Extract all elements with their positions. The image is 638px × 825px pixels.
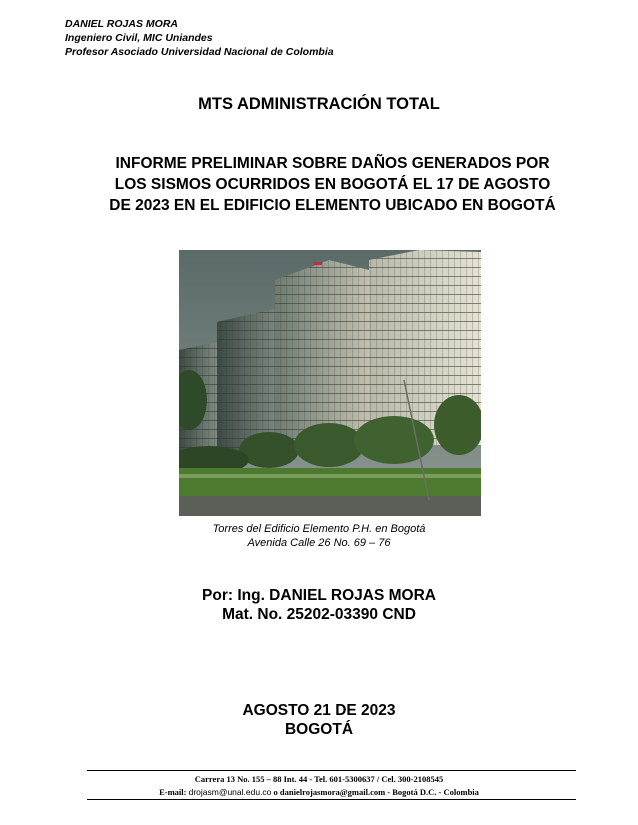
footer-top-divider [87, 770, 576, 771]
author-block [0, 586, 638, 624]
report-title-line-2: LOS SISMOS OCURRIDOS EN BOGOTÁ EL 17 DE AGOSTO [114, 176, 551, 193]
photo-caption [0, 522, 638, 550]
footer-bottom-divider [87, 799, 576, 800]
footer-email-1[interactable]: drojasm@unal.edu.co [188, 787, 272, 797]
author-by: Por: Ing. DANIEL ROJAS MORA [202, 587, 436, 604]
footer-email-2[interactable]: danielrojasmora@gmail.com [279, 787, 386, 797]
report-title [80, 153, 585, 216]
report-title-line-3: DE 2023 EN EL EDIFICIO ELEMENTO UBICADO EN BOGOTÁ [109, 197, 556, 214]
report-title-line-1: INFORME PRELIMINAR SOBRE DAÑOS GENERADOS POR [115, 155, 550, 172]
report-city: BOGOTÁ [284, 721, 354, 738]
footer-location: - Bogotá D.C. - Colombia [387, 787, 479, 797]
caption-line-1: Torres del Edificio Elemento P.H. en Bogotá [212, 523, 426, 535]
author-registration: Mat. No. 25202-03390 CND [222, 606, 416, 623]
footer-address: Carrera 13 No. 155 – 88 Int. 44 - Tel. 601-5300637 / Cel. 300-2108545 [194, 774, 444, 784]
letterhead [65, 17, 334, 59]
footer-contact [0, 786, 638, 799]
caption-line-2: Avenida Calle 26 No. 69 – 76 [247, 537, 391, 549]
report-date: AGOSTO 21 DE 2023 [242, 702, 396, 719]
author-position: Profesor Asociado Universidad Nacional de Colombia [65, 46, 334, 58]
date-block [0, 701, 638, 739]
author-degree: Ingeniero Civil, MIC Uniandes [65, 32, 213, 44]
company-name: MTS ADMINISTRACIÓN TOTAL [198, 95, 440, 113]
footer-connector: o [273, 787, 278, 797]
building-photo [179, 250, 481, 516]
footer [0, 773, 638, 799]
author-name: DANIEL ROJAS MORA [65, 18, 178, 30]
footer-email-label: E-mail: [159, 787, 187, 797]
